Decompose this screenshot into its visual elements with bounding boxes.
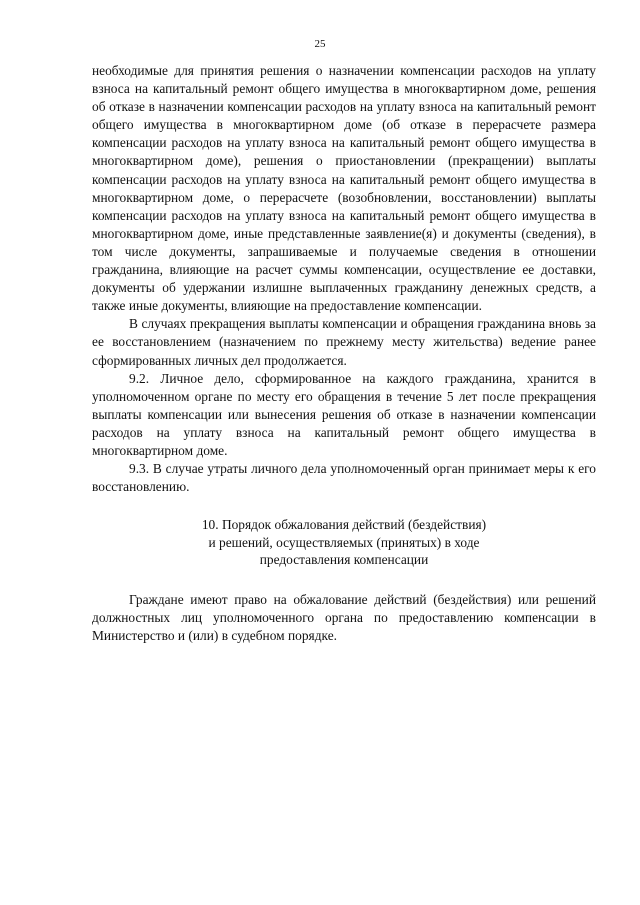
- clause-9-2: 9.2. Личное дело, сформированное на каждого гражданина, хранится в уполномоченном органе по месту его обращения в течение 5 лет после прекращения выплаты компенсации или вынесения решения об отказе в назначении компенсации расходов на уплату взноса на капитальный ремонт общего имущества в многоквартирном доме.: [92, 370, 596, 458]
- section-10-heading: [92, 516, 596, 569]
- section-heading-line: и решений, осуществляемых (принятых) в ходе: [208, 534, 480, 550]
- section-10-body: Граждане имеют право на обжалование действий (бездействия) или решений должностных лиц уполномоченного органа по предоставлению компенсации в Министерство и (или) в судебном порядке.: [92, 591, 596, 643]
- section-heading-line: предоставления компенсации: [259, 552, 429, 568]
- page-number: 25: [314, 38, 326, 50]
- section-heading-line: 10. Порядок обжалования действий (бездействия): [201, 517, 487, 533]
- clause-9-3: 9.3. В случае утраты личного дела уполномоченный орган принимает меры к его восстановлению.: [92, 461, 596, 495]
- document-body: [92, 62, 596, 645]
- paragraph-termination-cases: В случаях прекращения выплаты компенсации и обращения гражданина вновь за ее восстановлением (назначением по прежнему месту жительства) ведение ранее сформированных личных дел продолжается.: [92, 316, 596, 368]
- paragraph-continuation: необходимые для принятия решения о назначении компенсации расходов на уплату взноса на капитальный ремонт общего имущества в многоквартирном доме, решения об отказе в назначении компенсации расходов на уплату взноса на капитальный ремонт общего имущества в многоквартирном доме (об отказе в перерасчете размера компенсации расходов на уплату взноса на капитальный ремонт общего имущества в многоквартирном доме), решения о приостановлении (прекращении) выплаты компенсации расходов на уплату взноса на капитальный ремонт общего имущества в многоквартирном доме, о перерасчете (возобновлении, восстановлении) выплаты компенсации расходов на уплату взноса на капитальный ремонт общего имущества в многоквартирном доме, иные представленные заявление(я) и документы (сведения), в том числе документы, запрашиваемые и получаемые сведения в отношении гражданина, влияющие на расчет суммы компенсации, осуществление ее доставки, документы об удержании излишне выплаченных гражданину денежных средств, а также иные документы, влияющие на предоставление компенсации.: [92, 63, 596, 314]
